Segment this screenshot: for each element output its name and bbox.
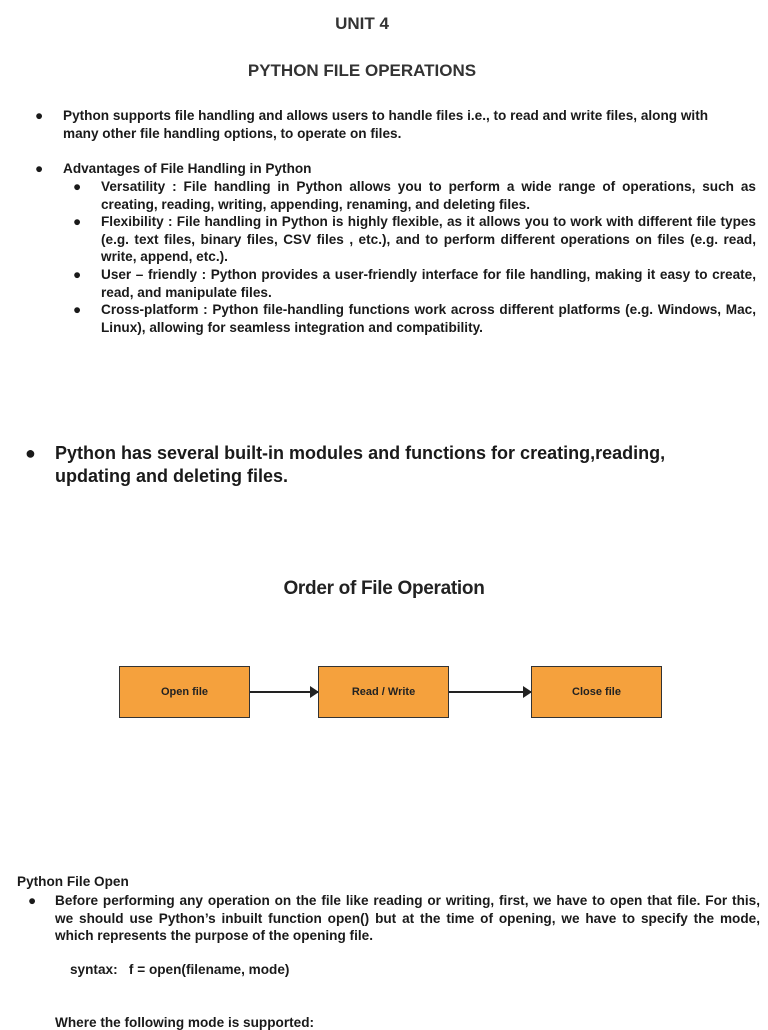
advantage-item: Cross-platform : Python file-handling functions work across different platforms (e.g. Windows, Mac, Linux), allowing for seamless integration and compatibility. [101, 302, 756, 335]
bullet-icon: ● [73, 267, 82, 282]
arrow-icon [250, 691, 318, 693]
diagram-title: Order of File Operation [283, 578, 485, 599]
bullet-icon: ● [35, 108, 44, 123]
step-open-file: Open file [119, 666, 250, 718]
intro-text: Python supports file handling and allows users to handle files i.e., to read and write files, along with many other file handling options, to operate on files. [63, 108, 709, 141]
advantages-heading: Advantages of File Handling in Python [63, 161, 312, 176]
step-close-file: Close file [531, 666, 662, 718]
builtin-text: Python has several built-in modules and functions for creating,reading, updating and deleting files. [55, 443, 666, 486]
bullet-icon: ● [73, 302, 82, 317]
mode-intro: Where the following mode is supported: [55, 1015, 315, 1030]
advantage-item: Versatility : File handling in Python allows you to perform a wide range of operations, such as creating, reading, writing, appending, renaming, and deleting files. [101, 179, 756, 212]
step-read-write: Read / Write [318, 666, 449, 718]
arrow-icon [449, 691, 531, 693]
bullet-icon: ● [28, 893, 37, 908]
page-title: PYTHON FILE OPERATIONS [247, 61, 477, 80]
syntax-line: syntax: f = open(filename, mode) [70, 962, 290, 977]
unit-heading: UNIT 4 [335, 14, 389, 33]
advantage-item: Flexibility : File handling in Python is highly flexible, as it allows you to work with different file types (e.g. text files, binary files, CSV files , etc.), and to perform different operations on files (e.g. read, write, append, etc.). [101, 214, 756, 265]
bullet-icon: ● [73, 179, 82, 194]
file-open-text: Before performing any operation on the file like reading or writing, first, we have to open that file. For this, we should use Python’s inbuilt function open() but at the time of opening, we have to specify the mode, which represents the purpose of the opening file. [55, 893, 760, 944]
advantage-item: User – friendly : Python provides a user-friendly interface for file handling, making it easy to create, read, and manipulate files. [101, 267, 756, 300]
bullet-icon: ● [25, 443, 36, 463]
section-heading: Python File Open [17, 874, 129, 889]
bullet-icon: ● [73, 214, 82, 229]
bullet-icon: ● [35, 161, 44, 176]
